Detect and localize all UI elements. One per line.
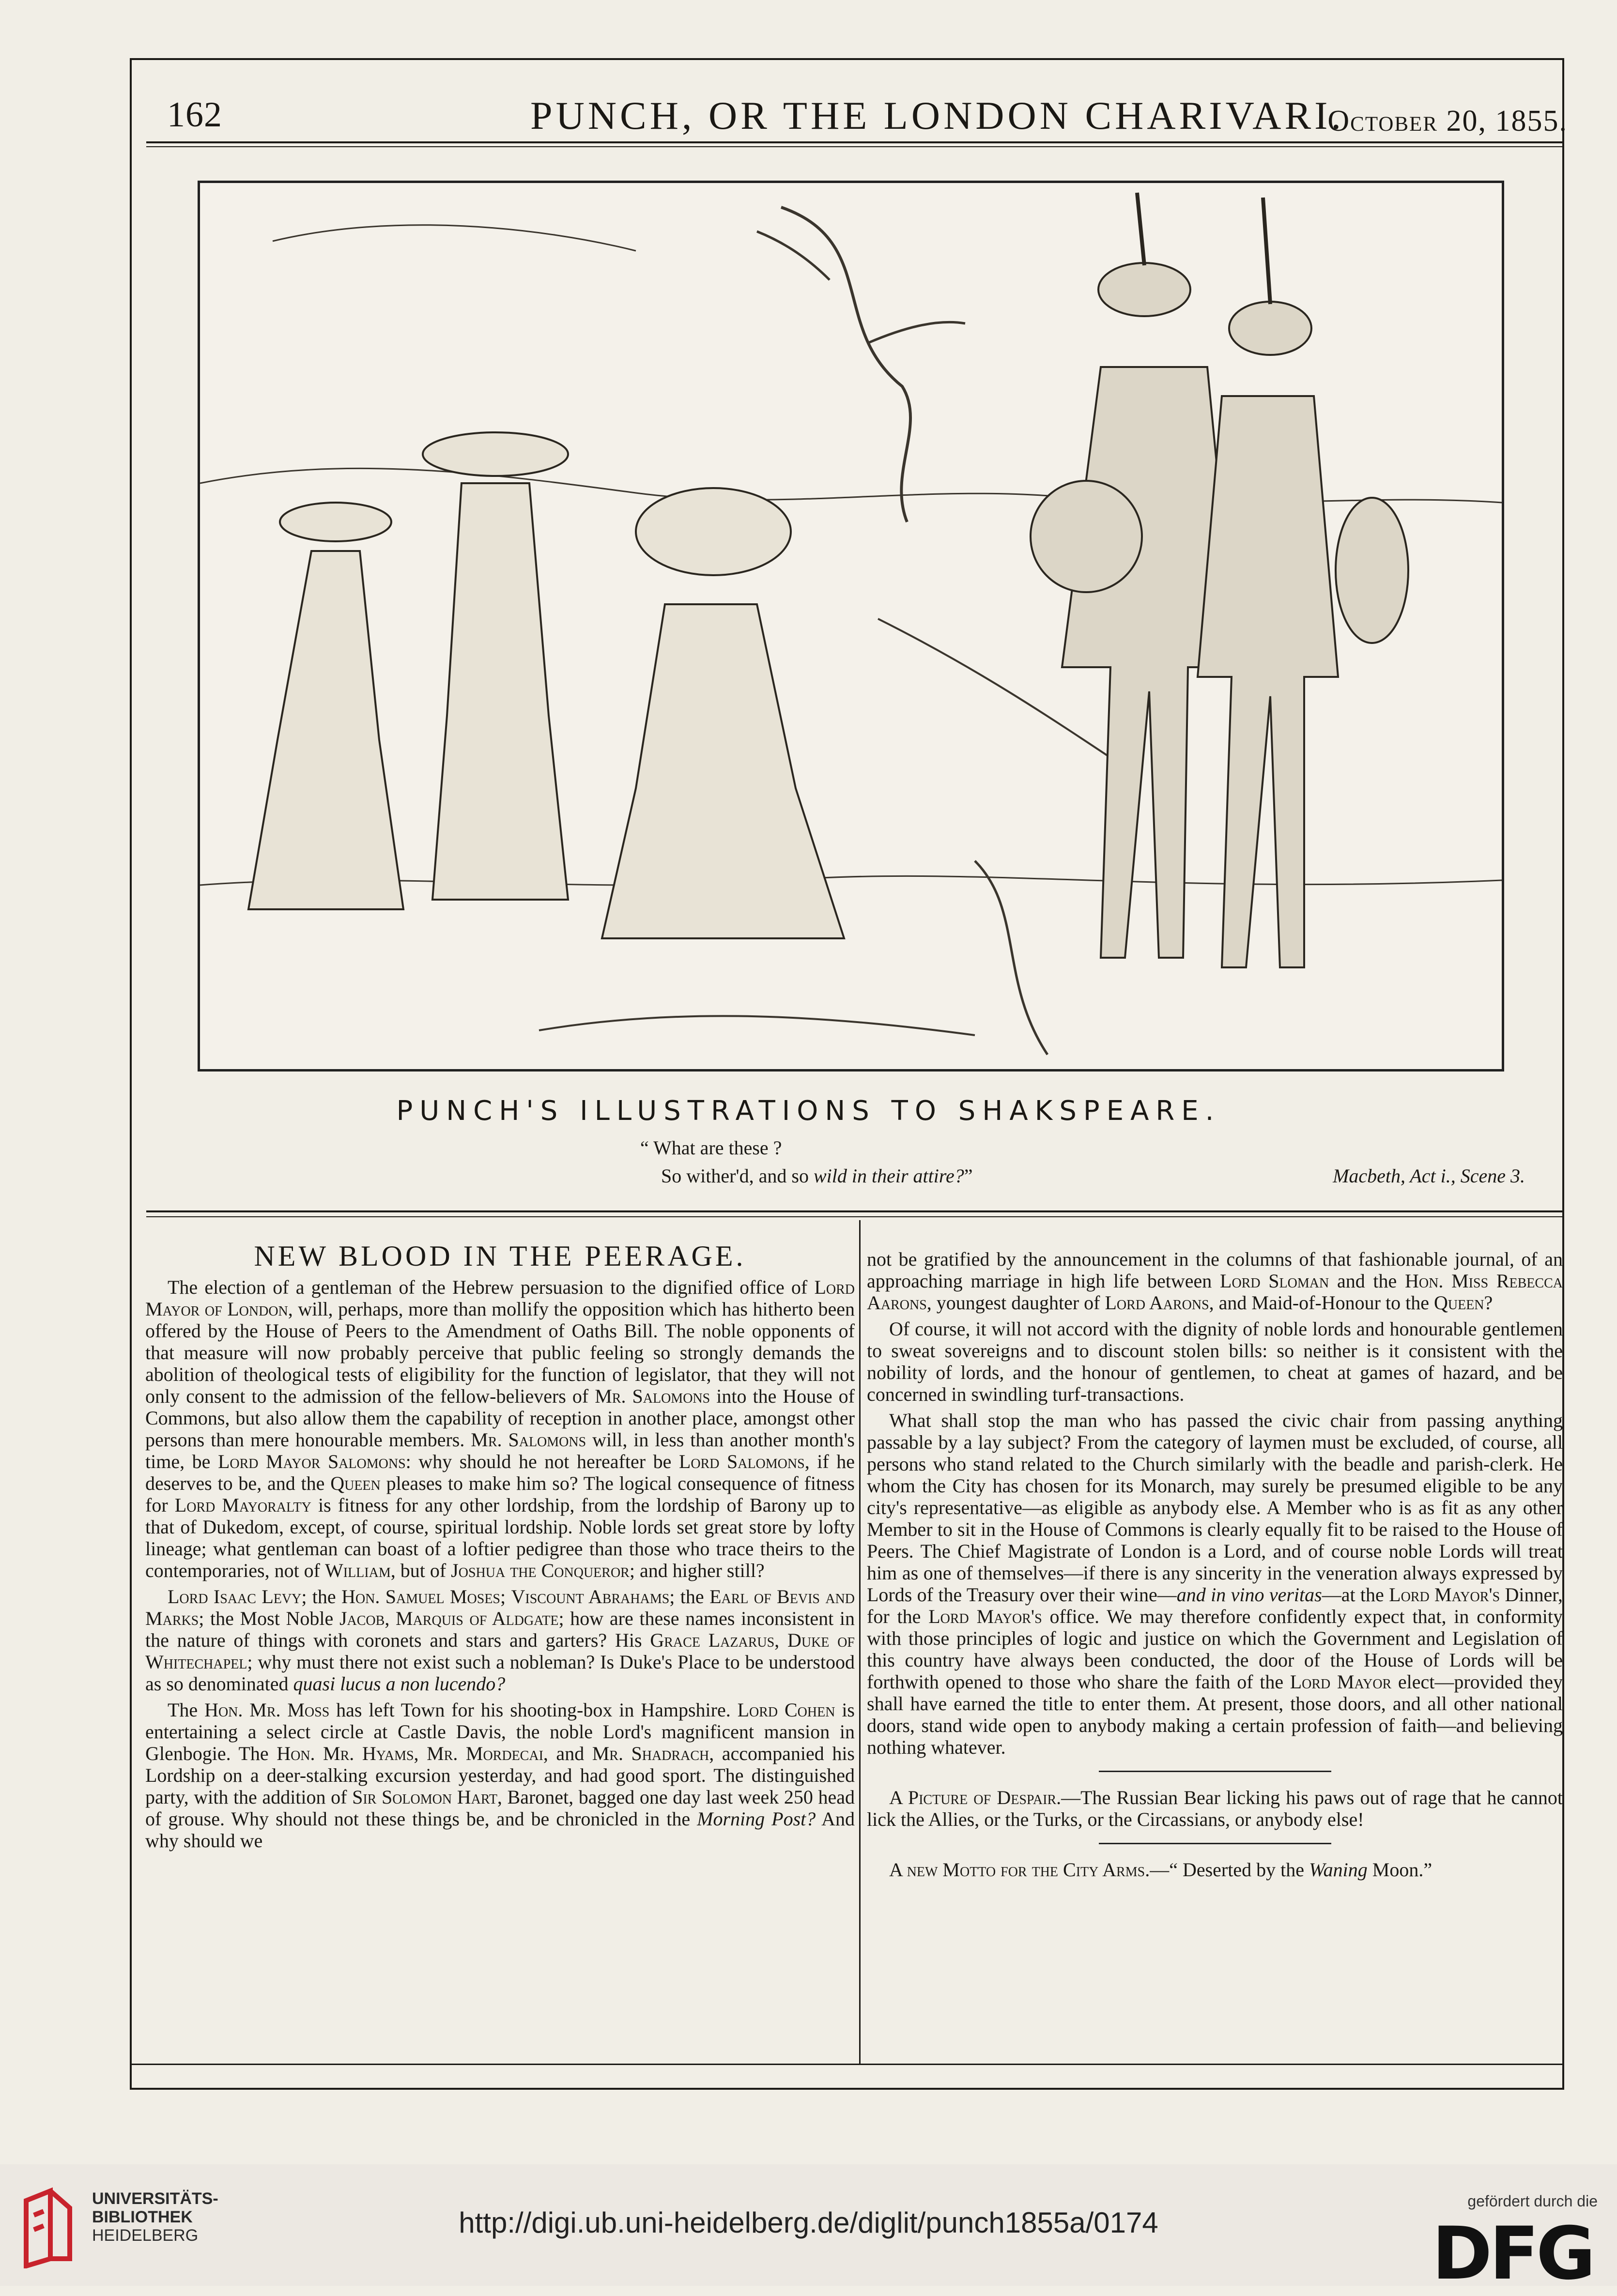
illustration-quote-line2 xyxy=(661,1164,972,1187)
bottom-rule-thin xyxy=(130,2088,1564,2090)
left-column xyxy=(145,1276,855,1852)
bottom-rule xyxy=(130,2064,1564,2065)
highlander-figures xyxy=(1031,193,1408,967)
engraving-drawing xyxy=(200,183,1502,1069)
paragraph: Lord Isaac Levy; the Hon. Samuel Moses; Viscount Abrahams; the Earl of Bevis and Marks; the Most Noble Jacob, Marquis of Aldgate; how are these names inconsistent in the nature of things with coronets and stars and garters? His Grace Lazarus, Duke of Whitechapel; why must there not exist such a nobleman? Is Duke's Place to be understood as so denominated quasi lucus a non lucendo? xyxy=(145,1586,855,1695)
motto-snippet: A new Motto for the City Arms.—“ Deserted by the Waning Moon.” xyxy=(889,1859,1432,1881)
digital-collection-url[interactable]: http://digi.ub.uni-heidelberg.de/diglit/punch1855a/0174 xyxy=(459,2206,1158,2239)
funding-label: gefördert durch die xyxy=(1467,2192,1598,2210)
caption-rule xyxy=(146,1210,1563,1212)
despair-snippet: A Picture of Despair.—The Russian Bear licking his paws out of rage that he cannot lick the Allies, or the Turks, or the Circassians, or anybody else! xyxy=(867,1787,1563,1830)
header-rule xyxy=(146,141,1563,143)
quote-source: Macbeth, Act i., Scene 3. xyxy=(1333,1165,1525,1187)
library-name: UNIVERSITÄTS- BIBLIOTHEK HEIDELBERG xyxy=(92,2189,218,2245)
paragraph: not be gratified by the announcement in the columns of that fashionable journal, of an approaching marriage in high life between Lord Sloman and the Hon. Miss Rebecca Aarons, youngest daughter of Lord Aarons, and Maid-of-Honour to the Queen? xyxy=(867,1248,1563,1314)
paragraph: What shall stop the man who has passed the civic chair from passing anything passable by a lay subject? From the category of laymen must be excluded, of course, all persons who stand related to the Church similarly with the beadle and parish-clerk. He whom the City has chosen for its Monarch, may surely be presumed eligible to be any city's representative—as eligible as anybody else. A Member who is as fit as any other Member to sit in the House of Commons is clearly equally fit to be raised to the House of Peers. The Chief Magistrate of London is a Lord, and of course noble Lords will treat him as one of themselves—if there is any sincerity in the veneration always expressed by Lords of the Treasury over their wine—and in vino veritas—at the Lord Mayor's Dinner, for the Lord Mayor's office. We may therefore confidently expect that, in conformity with those principles of logic and justice on which the Government and Legislation of this country have always been conducted, the door of the House of Lords will be forthwith opened to those who share the faith of the Lord Mayor elect—provided they shall have earned the title to enter them. At present, those doors, and all other national doors, stand wide open to anybody making a certain profession of faith—and believing nothing whatever. xyxy=(867,1409,1563,1758)
header-rule-thin xyxy=(146,146,1563,147)
quote-italic-text: wild in their attire? xyxy=(813,1165,964,1187)
witch-figures xyxy=(248,432,844,938)
right-column xyxy=(867,1248,1563,1881)
article-heading: NEW BLOOD IN THE PEERAGE. xyxy=(254,1240,746,1272)
issue-date: October 20, 1855. xyxy=(1327,105,1568,138)
page-number: 162 xyxy=(167,95,222,135)
top-border-rule xyxy=(130,58,1563,60)
paragraph: Of course, it will not accord with the dignity of noble lords and honourable gentlemen to sweat sovereigns and to discount stolen bills: so neither is it consistent with the nobility of lords, and the honour of gentlemen, to cheat at games of hazard, and be concerned in swindling turf-transactions. xyxy=(867,1318,1563,1405)
paragraph: The election of a gentleman of the Hebrew persuasion to the dignified office of Lord Mayor of London, will, perhaps, more than mollify the opposition which has hitherto been offered by the House of Peers to the Amendment of Oaths Bill. The noble opponents of that measure will now probably perceive that public feeling so strongly demands the abolition of theological tests of eligibility for the function of legislator, that they will not only consent to the admission of the fellow-believers of Mr. Salomons into the House of Commons, but also allow them the capability of reception in another place, amongst other persons than mere honourable members. Mr. Salomons will, in less than another month's time, be Lord Mayor Salomons: why should he not hereafter be Lord Salomons, if he deserves to be, and the Queen pleases to make him so? The logical consequence of fitness for Lord Mayoralty is fitness for any other lordship, from the lordship of Barony up to that of Dukedom, except, of course, spiritual lordship. Noble lords set great store by lofty lineage; what gentleman can boast of a loftier pedigree than those who trace theirs to the contemporaries, not of William, but of Joshua the Conqueror; and higher still? xyxy=(145,1276,855,1581)
engraving-illustration xyxy=(198,181,1504,1071)
illustration-caption-title: PUNCH'S ILLUSTRATIONS TO SHAKSPEARE. xyxy=(396,1095,1221,1127)
caption-rule-thin xyxy=(146,1216,1563,1217)
masthead-title: PUNCH, OR THE LONDON CHARIVARI. xyxy=(530,93,1344,138)
dfg-logo: DFG xyxy=(1432,2212,1593,2296)
paragraph: The Hon. Mr. Moss has left Town for his shooting-box in Hampshire. Lord Cohen is entertaining a select circle at Castle Davis, the noble Lord's magnificent mansion in Glenbogie. The Hon. Mr. Hyams, Mr. Mordecai, and Mr. Shadrach, accompanied his Lordship on a deer-stalking excursion yesterday, and had good sport. The distinguished party, with the addition of Sir Solomon Hart, Baronet, bagged one day last week 250 head of grouse. Why should not these things be, and be chronicled in the Morning Post? And why should we xyxy=(145,1699,855,1852)
illustration-quote-line1: “ What are these ? xyxy=(640,1137,782,1159)
quote-plain-text: So wither'd, and so xyxy=(661,1165,814,1187)
left-border-rule xyxy=(130,58,132,2089)
quote-close-mark: ” xyxy=(964,1165,973,1187)
section-divider xyxy=(1099,1771,1331,1772)
section-divider xyxy=(1099,1843,1331,1844)
column-divider xyxy=(859,1220,861,2065)
